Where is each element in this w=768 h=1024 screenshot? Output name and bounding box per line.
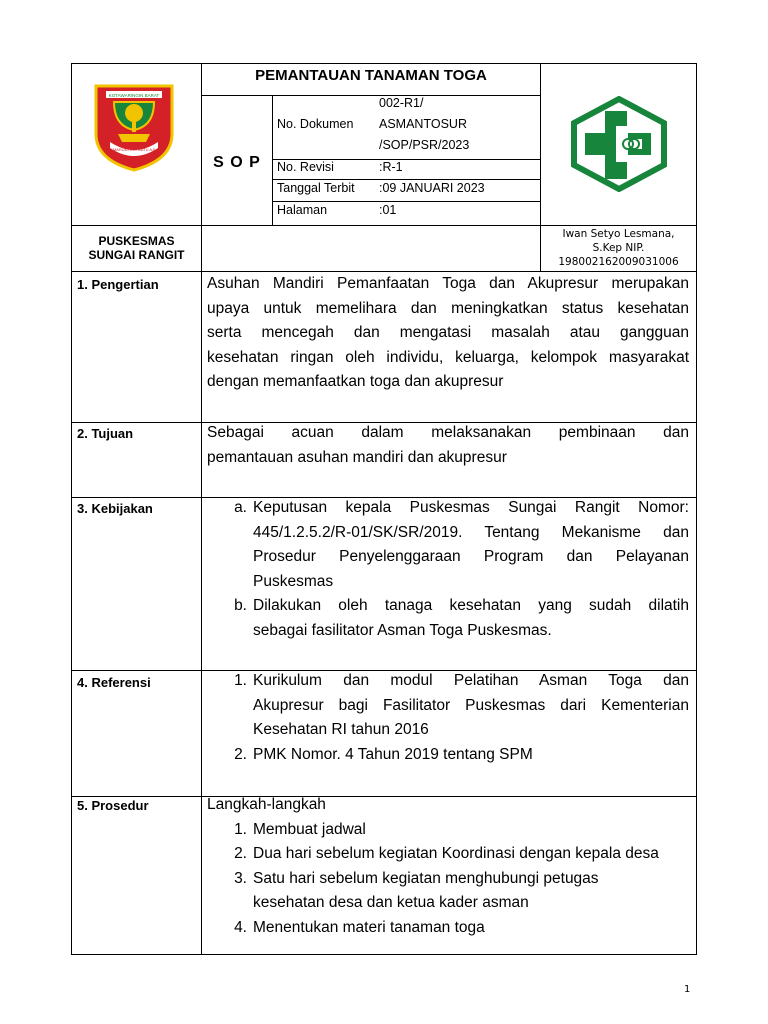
list-item — [222, 496, 689, 594]
text-line: Akupresur bagi Fasilitator Puskesmas dari Kementerian — [253, 696, 689, 714]
text-line: sebagai fasilitator Asman Toga Puskesmas. — [253, 621, 552, 639]
text-line: Sebagai acuan dalam melaksanakan pembinaan dan — [207, 424, 689, 441]
tujuan-text — [207, 421, 689, 470]
no-dokumen-value: /SOP/PSR/2023 — [379, 138, 470, 152]
referensi-list — [222, 669, 689, 767]
sop-label: S O P — [213, 154, 261, 171]
no-dokumen-value: ASMANTOSUR — [379, 117, 467, 131]
list-marker: 2. — [234, 745, 247, 763]
text-line: Menentukan materi tanaman toga — [253, 918, 485, 936]
text-line: Satu hari sebelum kegiatan menghubungi petugas — [253, 869, 599, 887]
text-line: Puskesmas — [253, 572, 334, 590]
list-marker: b. — [234, 597, 247, 614]
section-label-tujuan: 2. Tujuan — [77, 426, 134, 441]
text-line: Kesehatan RI tahun 2016 — [253, 721, 429, 738]
text-line: Keputusan kepala Puskesmas Sungai Rangit Nomor: — [253, 499, 689, 516]
signatory-name: Iwan Setyo Lesmana, — [562, 228, 675, 240]
document-title: PEMANTAUAN TANAMAN TOGA — [255, 67, 487, 84]
text-line: dengan memanfaatkan toga dan akupresur — [207, 373, 504, 390]
section-label-kebijakan: 3. Kebijakan — [77, 501, 153, 516]
prosedur-list — [207, 793, 689, 940]
no-dokumen-label: No. Dokumen — [277, 117, 354, 131]
text-line: upaya untuk memelihara dan meningkatkan status kesehatan — [207, 299, 689, 317]
org-name-line: SUNGAI RANGIT — [88, 248, 185, 262]
kebijakan-list — [222, 496, 689, 643]
list-item — [222, 916, 689, 941]
signatory-title: S.Kep NIP. — [592, 242, 645, 254]
list-item — [222, 594, 689, 643]
list-item — [222, 867, 689, 916]
no-revisi-value: :R-1 — [379, 160, 403, 174]
no-revisi-label: No. Revisi — [277, 160, 334, 174]
text-line: Kurikulum dan modul Pelatihan Asman Toga dan — [253, 672, 689, 689]
org-name-line: PUSKESMAS — [98, 234, 175, 248]
text-line: kesehatan ringan oleh individu, keluarga, kelompok masyarakat — [207, 348, 689, 366]
tanggal-terbit-label: Tanggal Terbit — [277, 181, 355, 195]
org-name — [72, 234, 201, 262]
text-line: Prosedur Penyelenggaraan Program dan Pelayanan — [253, 548, 689, 565]
regency-crest-logo — [88, 80, 180, 172]
list-item — [222, 842, 689, 867]
text-line: PMK Nomor. 4 Tahun 2019 tentang SPM — [253, 745, 533, 763]
list-marker: 2. — [234, 845, 247, 862]
text-line: serta mencegah dan mengatasi masalah atau gangguan — [207, 324, 689, 341]
list-marker: 1. — [234, 672, 247, 689]
list-marker: 4. — [234, 918, 247, 936]
prosedur-intro: Langkah-langkah — [207, 796, 326, 813]
signatory-nip: 198002162009031006 — [558, 256, 679, 268]
puskesmas-logo — [568, 96, 670, 192]
list-marker: 1. — [234, 820, 247, 838]
section-label-referensi: 4. Referensi — [77, 675, 151, 690]
signatory-block — [541, 227, 696, 269]
list-item — [222, 669, 689, 743]
page-number: 1 — [684, 984, 691, 995]
text-line: Dua hari sebelum kegiatan Koordinasi dengan kepala desa — [253, 845, 659, 862]
no-dokumen-value: 002-R1/ — [379, 96, 424, 110]
svg-text:MARUNTING BATU AJI: MARUNTING BATU AJI — [112, 147, 156, 152]
list-marker: 3. — [234, 869, 247, 887]
list-marker: a. — [234, 499, 247, 516]
text-line: kesehatan desa dan ketua kader asman — [253, 894, 529, 911]
halaman-label: Halaman — [277, 203, 328, 217]
tanggal-terbit-value: :09 JANUARI 2023 — [379, 181, 485, 195]
text-line: 445/1.2.5.2/R-01/SK/SR/2019. Tentang Mekanisme dan — [253, 523, 689, 541]
section-label-pengertian: 1. Pengertian — [77, 277, 159, 292]
list-item — [222, 743, 689, 768]
section-label-prosedur: 5. Prosedur — [77, 798, 149, 813]
text-line: Asuhan Mandiri Pemanfaatan Toga dan Akupresur merupakan — [207, 275, 689, 292]
halaman-value: :01 — [379, 203, 397, 217]
svg-text:KOTAWARINGIN BARAT: KOTAWARINGIN BARAT — [108, 93, 160, 98]
pengertian-text — [207, 272, 689, 395]
text-line: Membuat jadwal — [253, 820, 366, 838]
text-line: Dilakukan oleh tanaga kesehatan yang sudah dilatih — [253, 597, 689, 614]
text-line: pemantauan asuhan mandiri dan akupresur — [207, 448, 507, 466]
list-item — [222, 818, 689, 843]
